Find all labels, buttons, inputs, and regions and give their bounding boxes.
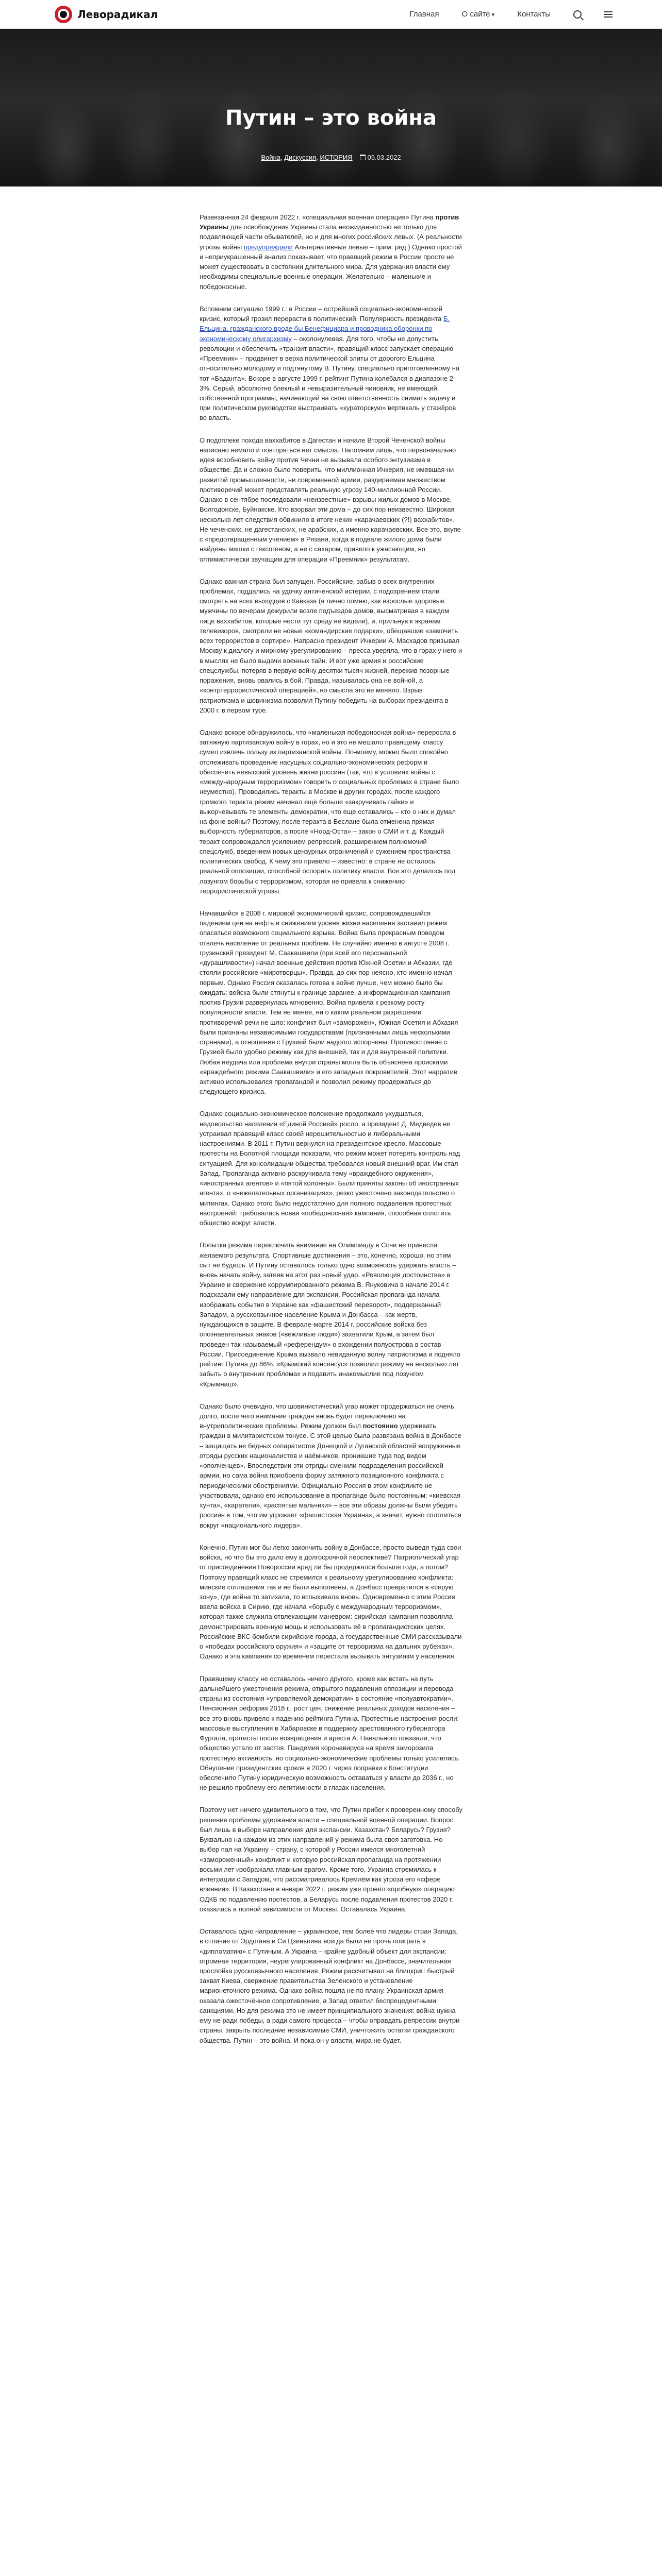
- menu-icon[interactable]: [604, 11, 613, 18]
- article-paragraph: [200, 577, 462, 715]
- paragraph-text: Оставалось одно направление – украинское, тем более что лидеры стран Запада, в отличие от Эрдогана и Си Цзиньпина всегда были не прочь поиграть в «дипломатию» с Путиным. А Украина – крайне удобный объект для экспансии: огромная территория, неурегулированный конфликт на Донбассе, значительная прослойка русскоязычного населения. Режим рассчитывал на блицкриг: быстрый захват Киева, свержение правительства Зеленского и установление марионеточного режима. Однако война пошла не по плану. Украинская армия оказала ожесточённое сопротивление, а Запад ответил беспрецедентными санкциями. Но для режима это не имеет принципиального значения: война нужна ему не ради победы, а ради самого процесса – чтобы оправдать репрессии внутри страны, закрыть последние независимые СМИ, уничтожить остатки гражданского общества. Путин – это война. И пока он у власти, мира не будет.: [200, 1927, 460, 2044]
- post-categories: Война, Дискуссия, ИСТОРИЯ: [261, 154, 353, 161]
- brand[interactable]: [55, 6, 158, 23]
- category-link[interactable]: ИСТОРИЯ: [320, 154, 353, 161]
- paragraph-text: Однако важная страна был запущен. Российские, забыв о всех внутренних проблемах, поддались на удочку античенской истерии, с подозрением стали смотреть на всех выходцев с Кавказа (я лично помню, как взрослые здоровые мужчины по вечерам дежурили возле подъездов домов, высматривая в каждом лице ваххабитов, которые нести тут среду не видели), и, прильнув к экранам телевизоров, смотрели не новые «командирские подарки», обещавшие «замочить всех террористов в сортире». Напрасно президент Ичкерии А. Масхадов призывал Москву к диалогу и мирному урегулированию – пресса уверяла, что в горах у него и в мыслях не было выдачи военных тайн. И вот уже армия и российские спецслужбы, потеряв в первую войну десятки тысяч жизней, пережив позорные поражения, вновь рвались в бой. Правда, называлась она не войной, а «контртеррористической операцией», но смысла это не меняло. Взрыв патриотизма и шовинизма позволил Путину победить на выборах президента в 2000 г. в первом туре.: [200, 577, 462, 714]
- site-header: [0, 0, 662, 29]
- paragraph-text: Развязанная 24 февраля 2022 г. «специальная военная операция» Путина: [200, 213, 436, 221]
- article-paragraph: [200, 212, 462, 292]
- paragraph-link[interactable]: предупреждали: [243, 243, 293, 251]
- article-paragraph: [200, 1109, 462, 1228]
- calendar-icon: [360, 155, 366, 160]
- nav-contacts[interactable]: Контакты: [517, 10, 551, 19]
- site-name[interactable]: Леворадикал: [77, 8, 158, 21]
- post-meta: [0, 154, 662, 161]
- paragraph-text: Поэтому нет ничего удивительного в том, что Путин прибег к проверенному способу решения проблемы удержания власти – специальной военной операции. Вопрос был лишь в выборе направления для экспансии. Казахстан? Беларусь? Грузия? Буквально на каждом из этих направлений у режима была своя заготовка. Но выбор пал на Украину – страну, с которой у России имелся многолетний «замороженный» конфликт и которую российская пропаганда на протяжении восьми лет изображала главным врагом. Кроме того, Украина стремилась к интеграции с Западом, что рассматривалось Кремлём как угроза его «сфере влияния». В Казахстане в январе 2022 г. режим уже провёл «пробную» операцию ОДКБ по подавлению протестов, а Беларусь после подавления протестов 2020 г. оказалась в полной зависимости от Москвы. Оставалась Украина.: [200, 1806, 462, 1913]
- article-paragraph: [200, 1240, 462, 1389]
- paragraph-text: Конечно, Путин мог бы легко закончить войну в Донбассе, просто выведя туда свои войска, но что бы это дало ему в долгосрочной перспективе? Патриотический угар от присоединения Новороссии вряд ли бы продержался больше года, а потом? Поэтому правящий класс не стремился к реальному урегулированию конфликта: минские соглашения так и не были выполнены, а Донбасс превратился в «серую зону», где война то затихала, то вспыхивала вновь. Одновременно с этим Россия ввела войска в Сирию, где начала «борьбу с международным терроризмом», которая также служила отвлекающим маневром: сирийская кампания позволяла демонстрировать военную мощь и использовать её в пропагандистских целях. Российские ВКС бомбили сирийские города, а государственные СМИ рассказывали о «победах российского оружия» и «защите от терроризма на дальних рубежах». Однако и эта кампания со временем перестала вызывать энтузиазм у населения.: [200, 1543, 462, 1660]
- nav-about[interactable]: О сайте ▾: [462, 10, 495, 19]
- paragraph-text: Однако вскоре обнаружилось, что «маленькая победоносная война» переросла в затяжную партизанскую войну в горах, но и это не мешало правящему классу сумел извлечь пользу из партизанской войны. По-моему, можно было спокойно отслеживать проведение насущных социально-экономических реформ и обеспечить невысокий уровень жизни россиян (так, что в условиях войны с «международным терроризмом» говорить о социальных проблемах в стране было неуместно). Проводились теракты в Москве и других городах, после каждого громкого теракта режим начинал ещё больше «закручивать гайки» и выкорчевывать те элементы демократии, что еще оставались – кто о них и думал на фоне войны? Поэтому, после теракта в Беслане была отменена прямая выборность губернаторов, а после «Норд-Оста» – закон о СМИ и т. д. Каждый теракт сопровождался усилением репрессий, расширением полномочий спецслужб, введением новых цензурных ограничений и сужением пространства политических свобод. К чему это привело – известно: в стране не осталось реальной оппозиции, способной оспорить политику власти. Все это делалось под лозунгом борьбы с терроризмом, которая не привела к снижению террористической угрозы.: [200, 728, 459, 895]
- nav-home[interactable]: Главная: [409, 10, 439, 19]
- paragraph-text: – околонулевая. Для того, чтобы не допустить революции и обеспечить «транзит власти», правящий класс запускает операцию «Преемник» – продвинет в верха политической элиты от дорогого Ельцина относительно молодому и подтянутому В. Путину, специально приготовленному на тот «Баданта». Вскоре в августе 1999 г. рейтинг Путина колебался в диапазоне 2–3%. Серый, абсолютно блеклый и невыразительный чиновник, не имеющий собственной программы, начинающий на свою ответственность снимать задачу и при политическом руководстве выстраивать «кураторскую» вертикаль у стажёров во власть.: [200, 334, 460, 422]
- paragraph-emphasis: против Украины: [200, 213, 459, 231]
- article-paragraph: [200, 1674, 462, 1793]
- paragraph-link[interactable]: Б. Ельцина, гражданского вроде бы Бенефициара и проводника оборонки по экономическому олигархизму: [200, 315, 450, 343]
- article-paragraph: [200, 1543, 462, 1662]
- article-paragraph: [200, 727, 462, 896]
- paragraph-text: Начавшийся в 2008 г. мировой экономический кризис, сопровождавшийся падением цен на нефть и снижением уровня жизни населения заставил режим опасаться возможного социального взрыва. Война была прекрасным поводом отвлечь население от реальных проблем. Не случайно именно в августе 2008 г. грузинский президент М. Саакашвили (при всей его персональной «дурашливости») начал военные действия против Южной Осетии и Абхазии, где стояли российские «миротворцы». Правда, до сих пор неясно, кто именно начал первым. Однако Россия оказалась готова к войне лучше, чем можно было бы ожидать: войска были стянуты к границе заранее, а информационная кампания против Грузии развернулась мгновенно. Война привела к резкому росту популярности власти. Тем не менее, ни о каком реальном разрешении противоречий речи не шло: конфликт был «заморожен», Южная Осетия и Абхазия были признаны независимыми государствами (признанными лишь несколькими странами), а отношения с Грузией были надолго испорчены. Противостояние с Грузией было удобно режиму как для внешней, так и для внутренней политики. Любая неудача или проблема внутри страны могла быть объяснена происками «враждебного режима Саакашвили» и его западных покровителей. Этот нарратив активно использовался пропагандой и позволил режиму продержаться до следующего кризиса.: [200, 909, 458, 1096]
- article-paragraph: [200, 1401, 462, 1530]
- post-date-text: 05.03.2022: [367, 154, 401, 161]
- post-date: [360, 154, 401, 161]
- paragraph-emphasis: постоянно: [362, 1422, 398, 1430]
- search-icon[interactable]: [573, 10, 582, 19]
- article-paragraph: [200, 1926, 462, 2045]
- paragraph-text: Однако социально-экономическое положение продолжало ухудшаться, недовольство населения «Единой Россией» росло, а президент Д. Медведев не устраивал правящий класс своей нерешительностью и либеральными настроениями. В 2011 г. Путин вернулся на президентское кресло. Массовые протесты на Болотной площади показали, что режим может потерять контроль над ситуацией. Для консолидации общества требовался новый внешний враг. Им стал Запад. Пропаганда активно раскручивала тему «враждебного окружения», «иностранных агентов» и «пятой колонны». Были приняты законы об иностранных агентах, о «нежелательных организациях», резко ужесточено законодательство о митингах. Однако этого было недостаточно для полного подавления протестных настроений: требовалась новая «победоносная» кампания, способная сплотить общество вокруг власти.: [200, 1110, 460, 1227]
- paragraph-text: Вспомним ситуацию 1999 г.: в России – острейший социально-экономический кризис, который грозил перерасти в политический. Популярность президента: [200, 304, 443, 323]
- article-paragraph: [200, 435, 462, 564]
- paragraph-text: Попытка режима переключить внимание на Олимпиаду в Сочи не принесла желаемого результата. Спортивные достижения – это, конечно, хорошо, но этим сыт не будешь. И Путину оставалось только одно возможность удержать власть – вновь начать войну, затеяв на этот раз новый удар. «Революция достоинства» в Украине и свержение коррумпированного режима В. Януковича в начале 2014 г. подсказали ему направление для экспансии. Российская пропаганда начала изображать события в Украине как «фашистский переворот», поддержанный Западом, а русскоязычное население Крыма и Донбасса – как жертв, нуждающихся в защите. В феврале-марте 2014 г. российские войска без опознавательных знаков («вежливые люди») захватили Крым, а затем был проведен так называемый «референдум» о вхождении полуострова в состав России. Присоединение Крыма вызвало невиданную волну патриотизма и подняло рейтинг Путина до 86%. «Крымский консенсус» позволил режиму на несколько лет забыть о внутренних проблемах и подавить инакомыслие под лозунгом «Крымнаш».: [200, 1241, 461, 1388]
- paragraph-text: Однако было очевидно, что шовинистический угар может продержаться не очень долго, после чего внимание граждан вновь будет переключено на внутриполитические проблемы. Режим должен был: [200, 1402, 454, 1430]
- article-body: [200, 187, 462, 2045]
- main-nav: [409, 10, 613, 19]
- article-paragraph: [200, 1805, 462, 1914]
- paragraph-text: для освобождения Украины стала неожиданностью не только для подавляющей части обывателей, но и для многих российских левых. (А реальности угрозы войны: [200, 223, 462, 251]
- paragraph-text: Альтернативные левые – прим. ред.) Однако простой и неприукрашенный анализ показывает, что правящий режим в России просто не может существовать в состоянии длительного мира. Для удержания власти ему необходимы специальные военные операции. Желательно – маленькие и победоносные.: [200, 243, 462, 291]
- paragraph-text: Правящему классу не оставалось ничего другого, кроме как встать на путь дальнейшего ужесточения режима, открытого подавления оппозиции и перевода страны из состояния «управляемой демократии» в состояние «полуавтократии». Пенсионная реформа 2018 г., рост цен, снижение реальных доходов населения – все это вновь привело к падению рейтинга Путина. Протестные настроения росли: массовые выступления в Хабаровске в поддержку арестованного губернатора Фургала, протесты после возвращения и ареста А. Навального показали, что общество устало от застоя. Пандемия коронавируса на время заморозила протестную активность, но социально-экономические проблемы только усилились. Обнуление президентских сроков в 2020 г. через поправки к Конституции обеспечило Путину юридическую возможность оставаться у власти до 2036 г., но не решило проблему его легитимности в глазах населения.: [200, 1674, 460, 1792]
- category-link[interactable]: Война: [261, 154, 280, 161]
- post-title: Путин – это война: [225, 106, 437, 130]
- paragraph-text: удерживать граждан в милитаристском тонусе. С этой целью была развязана война в Донбассе – защищать не бедных сепаратистов Донецкой и Луганской областей вооруженные отряды русских националистов и наёмников, проникшие туда под видом «ополченцев». Впоследствии эти отряды сменили подразделения российской армии, но сама война приобрела форму затяжного позиционного конфликта с периодическими обострениями. Официально Россия в этом конфликте не участвовала, однако его использование в пропаганде было постоянным: «киевская хунта», «каратели», «распятые мальчики» – все эти образы должны были убедить россиян в том, что им угрожает «фашистская Украина», а значит, нужно сплотиться вокруг «национального лидера».: [200, 1422, 461, 1529]
- article-paragraph: [200, 908, 462, 1096]
- site-logo[interactable]: [55, 6, 72, 23]
- category-link[interactable]: Дискуссия: [284, 154, 317, 161]
- hero-banner: [0, 29, 662, 187]
- article-paragraph: [200, 304, 462, 423]
- paragraph-text: О подоплеке похода ваххабитов в Дагестан и начале Второй Чеченской войны написано немало и повторяться нет смысла. Напомним лишь, что первоначально идея возобновить войну против Чечни не вызывала особого энтузиазма в обществе. Да и сложно было поверить, что миллионная Ичкерия, не имевшая ни развитой промышленности, ни современной армии, раздираемая множеством противоречий может представлять реальную угрозу 140-миллионной России. Однако в сентябре последовали «неизвестные» взрывы жилых домов в Москве, Волгодонске, Буйнакске. Кто взорвал эти дома – до сих пор неизвестно. Широкая несколько лет следствия обвинило в итоге неких «карачаевских (?!) ваххабитов». Не чеченских, не дагестанских, не арабских, а именно карачаевских. Все это, вкупе с «предотвращенным учением» в Рязани, когда в подвале жилого дома были найдены мешки с гексогеном, а не с сахаром, привело к ужасающим, но оптимистически звучащим для операции «Преемник» результатам.: [200, 436, 461, 563]
